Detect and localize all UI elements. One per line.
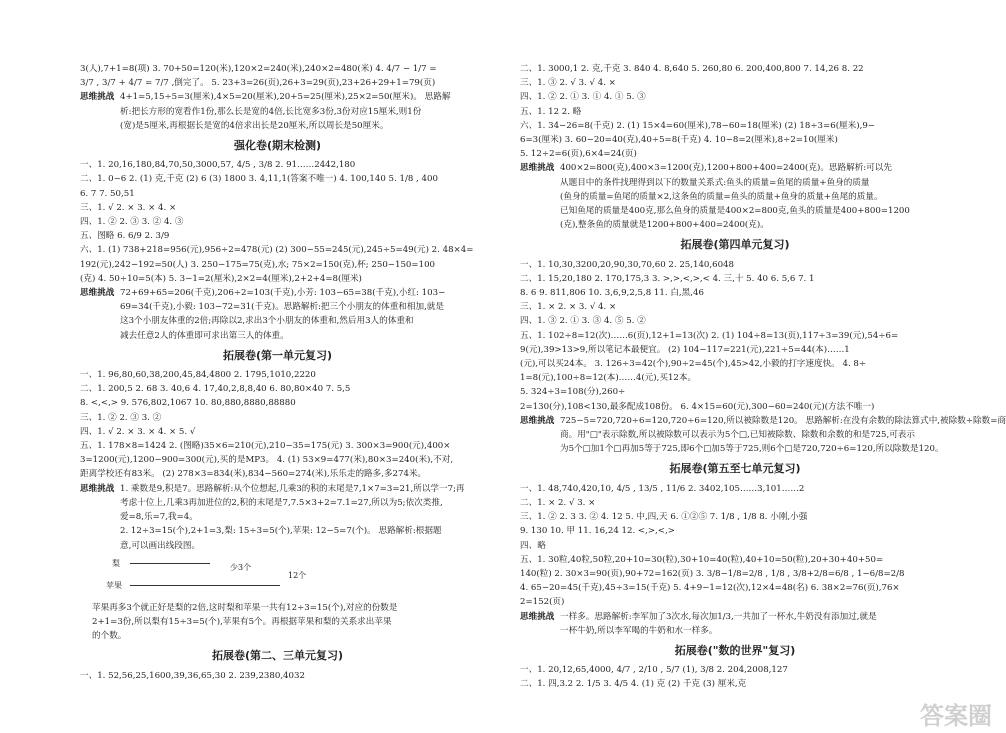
thinking-challenge-r2: 思维挑战 725−5=720,720÷6=120,720÷6=120,所以被除数是120。 思路解析:在没有余数的除法算式中,被除数÷除数=商 商。用"□"表示除数,所以被除数可以表示为5个□,已知被除数、除数和余数的和是725,可表示 为5个□加1个□再加5等于725,即6个□加5等于725,则6个□是720,720÷6=120,所以除数是120。 — [520, 414, 950, 457]
answer-line: 9. 130 10. 甲 11. 16,24 12. <,>,<,> — [520, 526, 675, 537]
answer-line: 爱=8,乐=7,我=4。 — [120, 512, 198, 523]
answer-line: 六、1. (1) 738+218=956(元),956÷2=478(元) (2) 300−55=245(元),245÷5=49(元) 2. 48×4= — [80, 245, 474, 256]
apple-label: 苹果 — [106, 580, 122, 590]
answer-line: 已知鱼尾的质量是400克,那么鱼身的质量是400×2=800克,鱼头的质量是400+800=1200 — [560, 206, 910, 217]
thinking-challenge-1: 思维挑战 4+1=5,15÷5=3(厘米),4×5=20(厘米),20+5=25(厘米),25×2=50(厘米)。 思路解 析:把长方形的宽看作1份,那么长是宽的4倍,长比宽多3份,3份对应15厘米,则1份 (宽)是5厘米,再根据长是宽的4倍求出长是20厘米,所以周长是50厘米。 — [80, 90, 475, 133]
answer-line: 距离学校还有83米。 (2) 278×3=834(米),834−560=274(米),乐乐走的路多,多274米。 — [80, 469, 427, 480]
answer-line: 72+69+65=206(千克),206÷2=103(千克),小芳: 103−65=38(千克),小红: 103− — [120, 288, 446, 299]
thinking-challenge-r1: 思维挑战 400×2=800(克),400×3=1200(克),1200+800+400=2400(克)。思路解析:可以先 从题目中的条件找理得到以下的数量关系式:鱼头的质量=鱼尾的质量+鱼身的质量 (鱼身的质量=鱼尾的质量×2,这条鱼的质量=鱼头的质量+鱼身的质量+鱼尾的质量。 已知鱼尾的质量是400克,那么鱼身的质量是400×2=800克,鱼头的质量是400+800=1200 (克),整条鱼的质量就是1200+800+400=2400(克)。 — [520, 161, 950, 232]
answer-line: 析:把长方形的宽看作1份,那么长是宽的4倍,长比宽多3份,3份对应15厘米,则1份 — [120, 106, 422, 117]
watermark-logo: 答案圈 — [920, 702, 992, 730]
left-column — [80, 62, 475, 683]
answer-line: (克),整条鱼的质量就是1200+800+400=2400(克)。 — [560, 220, 769, 231]
answer-line: 一样多。思路解析:李军加了3次水,每次加1/3,一共加了一杯水,牛奶没有添加过,就是 — [560, 611, 877, 622]
answer-line: 二、1. 200,5 2. 68 3. 40,6 4. 17,40,2,8,8,40 6. 80,80×40 7. 5,5 — [80, 384, 351, 395]
answer-line: 8. <,<,> 9. 576,802,1067 10. 80,880,8880,88880 — [80, 398, 296, 409]
answer-line: 一、1. 52,56,25,1600,39,36,65,30 2. 239,2380,4032 — [80, 670, 305, 681]
answer-line: 苹果再多3个就正好是梨的2倍,这时梨和苹果一共有12÷3=15(个),对应的份数是 — [92, 602, 398, 613]
answer-line: 五、1. 12 2. 略 — [520, 106, 582, 117]
answer-line: (鱼身的质量=鱼尾的质量×2,这条鱼的质量=鱼头的质量+鱼身的质量+鱼尾的质量。 — [560, 191, 883, 202]
answer-line: 三、1. √ 2. × 3. × 4. × — [80, 202, 177, 213]
section-title-unit5-7: 拓展卷(第五至七单元复习) — [669, 462, 801, 476]
answer-line: 2+1=3份,所以梨有15÷3=5(个),苹果有5个。再根据苹果和梨的关系求出苹果 — [92, 616, 392, 627]
answer-line: 2. 12÷3=15(个),2+1=3,梨: 15÷3=5(个),苹果: 12−5=7(个)。 思路解析:根据题 — [120, 526, 442, 537]
answer-line: 69=34(千克),小毅: 103−72=31(千克)。思路解析:把三个小朋友的体重和相加,就是 — [120, 302, 444, 313]
apple-segment — [130, 585, 280, 586]
answer-line: 二、1. 15,20,180 2. 170,175,3 3. >,>,<,>,< 4. 三,十 5. 40 6. 5,6 7. 1 — [520, 273, 815, 284]
section-title-unit4: 拓展卷(第四单元复习) — [680, 238, 790, 252]
right-column — [520, 62, 1006, 692]
answer-line: 这3个小朋友体重的2倍;再除以2,求出3个小朋友的体重和,然后用3人的体重和 — [120, 316, 414, 327]
pear-label: 梨 — [112, 558, 120, 568]
section-title-number-world: 拓展卷("数的世界"复习) — [674, 643, 796, 657]
answer-line: 为5个□加1个□再加5等于725,即6个□加5等于725,则6个□是720,720÷6=120,所以除数是120。 — [560, 444, 944, 455]
answer-line: 四、1. √ 2. × 3. × 4. × 5. √ — [80, 426, 196, 437]
less-label: 少3个 — [230, 562, 252, 572]
section-title-unit2-3: 拓展卷(第二、三单元复习) — [211, 649, 344, 663]
answer-line: 四、1. ② 2. ③ 3. ② 4. ③ — [80, 217, 184, 228]
answer-line: 从题目中的条件找理得到以下的数量关系式:鱼头的质量=鱼尾的质量+鱼身的质量 — [560, 177, 870, 188]
answer-line: 二、1. × 2. √ 3. × — [520, 497, 596, 508]
answer-line: 三、1. × 2. × 3. √ 4. × — [520, 302, 617, 313]
answer-line: 4. 65−20=45(千克),45÷3=15(千克) 5. 4+9−1=12(次),12×4=48(名) 6. 38×2=76(页),76× — [520, 583, 900, 594]
answer-line: 二、1. 3000,1 2. 克,千克 3. 840 4. 8,640 5. 260,80 6. 200,400,800 7. 14,26 8. 22 — [520, 64, 864, 74]
answer-line: 一、1. 20,12,65,4000, 4/7 , 2/10 , 5/7 (1), 3/8 2. 204,2008,127 — [520, 665, 788, 676]
answer-line: 6=3(厘米) 3. 60−20=40(克),40÷5=8(千克) 4. 10−8=2(厘米),8÷2=10(厘米) — [520, 135, 838, 146]
answer-line: 9(元),39>13>9,所以笔记本最便宜。 (2) 104−117=221(元),221÷5=44(本)……1 — [520, 344, 850, 355]
answer-line: 192(元),242−192=50(人) 3. 250−175=75(克),水; 75×2=150(克),杯; 250−150=100 — [80, 259, 436, 270]
thinking-challenge-3: 思维挑战 1. 乘数是9,积是7。思路解析:从个位想起,几乘3的积的末尾是7,1×7=3=21,所以学一7;再 考虑十位上,几乘3再加进位的2,积的末尾是7,7.5×3+2=7.1=27,所以为5;依次类推, 爱=8,乐=7,我=4。 2. 12÷3=15(个),2+1=3,梨: 15÷3=5(个),苹果: 12−5=7(个)。 思路解析:根据题 意,可以画出线段图。 — [80, 482, 475, 553]
answer-line: 减去任意2人的体重即可求出第三人的体重。 — [120, 330, 289, 341]
answer-line: 考虑十位上,几乘3再加进位的2,积的末尾是7,7.5×3+2=7.1=27,所以为5;依次类推, — [120, 497, 443, 508]
answer-line: 2=152(页) — [520, 597, 565, 608]
answer-line: 一杯牛奶,所以李军喝的牛奶和水一样多。 — [560, 625, 718, 636]
answer-line: 3(人),7+1=8(项) 3. 70+50=120(米),120×2=240(米),240×2=480(米) 4. 4/7 − 1/7 = — [80, 64, 437, 74]
answer-line: 六、1. 34−26=8(千克) 2. (1) 15×4=60(厘米),78−60=18(厘米) (2) 18÷3=6(厘米),9− — [520, 120, 875, 131]
answer-line: 5. 324÷3=108(分),260÷ — [520, 387, 626, 398]
section-title-final-test: 强化卷(期末检测) — [233, 139, 322, 153]
line-segment-diagram — [106, 555, 475, 599]
thinking-challenge-r3: 思维挑战 一样多。思路解析:李军加了3次水,每次加1/3,一共加了一杯水,牛奶没有添加过,就是 一杯牛奶,所以李军喝的牛奶和水一样多。 — [520, 610, 950, 638]
answer-line: 五、图略 6. 6/9 2. 3/9 — [80, 231, 170, 242]
thinking-challenge-2: 思维挑战 72+69+65=206(千克),206÷2=103(千克),小芳: 103−65=38(千克),小红: 103− 69=34(千克),小毅: 103−72=31(千克)。思路解析:把三个小朋友的体重和相加,就是 这3个小朋友体重的2倍;再除以2,求出3个小朋友的体重和,然后用3人的体重和 减去任意2人的体重即可求出第三人的体重。 — [80, 286, 475, 343]
answer-line: 3/7 , 3/7 + 4/7 = 7/7 ,倒完了。 5. 23+3=26(页),26+3=29(页),23+26+29+1=79(页) — [80, 78, 436, 89]
answer-line: 商。用"□"表示除数,所以被除数可以表示为5个□,已知被除数、除数和余数的和是725,可表示 — [560, 430, 915, 441]
answer-line: 五、1. 102÷8=12(次)……6(页),12+1=13(次) 2. (1) 104÷8=13(页),117÷3=39(元),54÷6= — [520, 330, 899, 341]
answer-line: 意,可以画出线段图。 — [120, 540, 201, 551]
answer-line: 的个数。 — [92, 631, 127, 642]
answer-line: (元),可以买24本。 3. 126÷3=42(个),90÷2=45(个),45>42,小毅的打字速度快。 4. 8÷ — [520, 359, 867, 370]
answer-line: 四、1. ③ 2. ① 3. ③ 4. ⑤ 5. ② — [520, 316, 646, 327]
answer-line: 1=8(元),100÷8=12(本)……4(元),买12本。 — [520, 373, 697, 384]
answer-line: 五、1. 178×8=1424 2. (图略)35×6=210(元),210−35=175(元) 3. 300×3=900(元),400× — [80, 441, 451, 452]
answer-line: 2=130(分),108<130,最多配成108份。 6. 4×15=60(元),300−60=240(元)(方法不唯一) — [520, 401, 875, 412]
answer-line: 四、略 — [520, 540, 546, 551]
answer-line: 五、1. 30粒,40粒,50粒,20+10=30(粒),30+10=40(粒),40+10=50(粒),20+30+40+50= — [520, 554, 884, 565]
answer-line: 二、1. 0~6 2. (1) 克,千克 (2) 6 (3) 1800 3. 4,11,1(答案不唯一) 4. 100,140 5. 1/8 , 400 — [80, 174, 438, 185]
answer-line: 一、1. 96,80,60,38,200,45,84,4800 2. 1795,1010,2220 — [80, 370, 316, 381]
answer-line: 三、1. ② 2. 3 3. ② 4. 12 5. 中,四,天 6. ①②⑤ 7. 1/8 , 1/8 8. 小刚,小强 — [520, 512, 808, 523]
answer-line: 一、1. 48,740,420,10, 4/5 , 13/5 , 11/6 2. 3402,105……3,101……2 — [520, 483, 805, 494]
section-title-unit1: 拓展卷(第一单元复习) — [222, 348, 333, 362]
answer-line: (宽)是5厘米,再根据长是宽的4倍求出长是20厘米,所以周长是50厘米。 — [120, 120, 389, 131]
answer-line: 140(粒) 2. 30×3=90(页),90+72=162(页) 3. 3/8−1/8=2/8 , 1/8 , 3/8+2/8=6/8 , 1−6/8=2/8 — [520, 568, 905, 579]
answer-line: 三、1. ③ 2. √ 3. √ 4. × — [520, 78, 616, 89]
answer-line: 三、1. ② 2. ③ 3. ② — [80, 412, 162, 423]
total-label: 12个 — [288, 570, 307, 580]
answer-line: 8. 6 9. 811,806 10. 3,6,9,2,5,8 11. 白,黑,46 — [520, 288, 704, 299]
answer-line: 一、1. 20,16,180,84,70,50,3000,57, 4/5 , 3/8 2. 91……2442,180 — [80, 160, 356, 171]
answer-line: (克) 4. 50÷10=5(本) 5. 3−1=2(厘米),2×2=4(厘米),2+2+4=8(厘米) — [80, 273, 362, 284]
answer-line: 一、1. 10,30,3200,20,90,30,70,60 2. 25,140,6048 — [520, 259, 734, 270]
answer-line: 6. 7 7. 50,51 — [80, 188, 135, 199]
pear-segment — [130, 563, 210, 564]
answer-line: 4+1=5,15÷5=3(厘米),4×5=20(厘米),20+5=25(厘米),25×2=50(厘米)。 思路解 — [120, 92, 451, 103]
answer-line: 400×2=800(克),400×3=1200(克),1200+800+400=2400(克)。思路解析:可以先 — [560, 163, 892, 174]
answer-line: 5. 12÷2=6(页),6×4=24(页) — [520, 149, 637, 160]
answer-line: 3=1200(元),1200−900=300(元),买的是MP3。 4. (1) 53×9=477(米),80×3=240(米),不对, — [80, 455, 454, 466]
answer-line: 四、1. ② 2. ① 3. ① 4. ① 5. ③ — [520, 92, 646, 103]
answer-line: 725−5=720,720÷6=120,720÷6=120,所以被除数是120。 思路解析:在没有余数的除法算式中,被除数÷除数=商 — [560, 415, 1006, 426]
answer-line: 1. 乘数是9,积是7。思路解析:从个位想起,几乘3的积的末尾是7,1×7=3=21,所以学一7;再 — [120, 483, 465, 494]
answer-line: 二、1. 四,3.2 2. 1/5 3. 4/5 4. (1) 克 (2) 千克 (3) 厘米,克 — [520, 679, 747, 690]
